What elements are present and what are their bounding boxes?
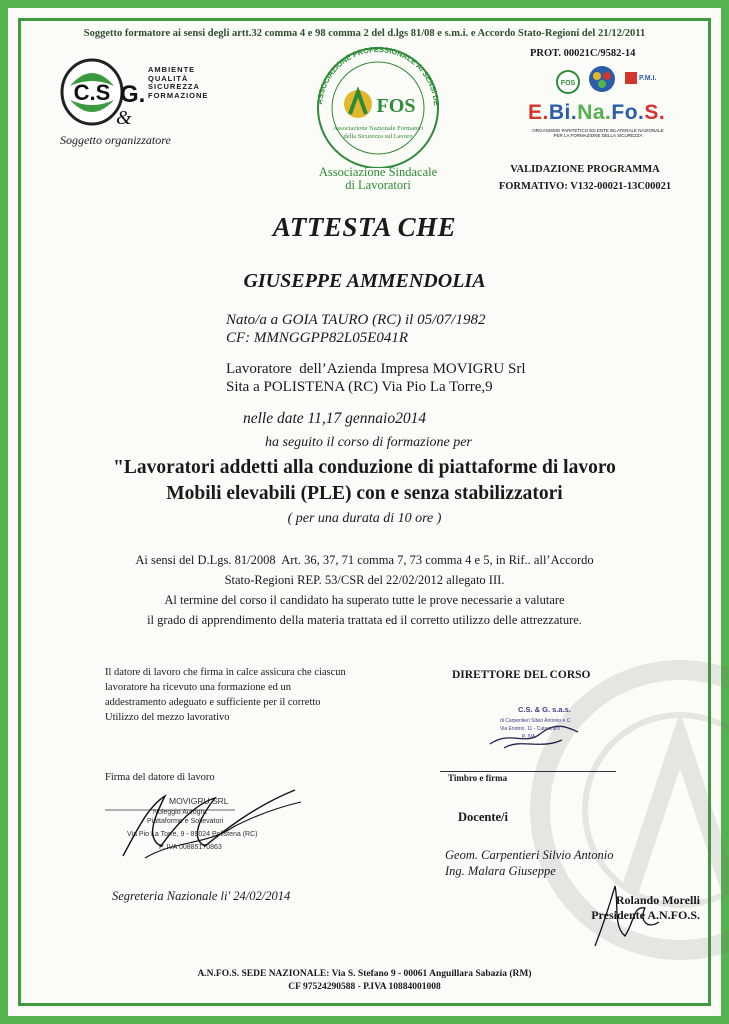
trainee-birth [226,311,485,347]
director-stamp [470,700,590,761]
validation-line-1: VALIDAZIONE PROGRAMMA [510,164,660,175]
svg-text:FOS: FOS [376,95,416,117]
svg-text:FOS: FOS [560,80,576,87]
ebinafos-title: E.Bi.Na.Fo.S. [528,101,666,124]
svg-text:P. IVA 00885170863: P. IVA 00885170863 [159,844,222,851]
teacher-2: Ing. Malara Giuseppe [445,864,556,878]
csg-tagline-2: QUALITÀ [148,73,189,83]
stamp-sign-caption: Timbro e firma [448,773,508,783]
svg-text:P.M.I.: P.M.I. [639,75,657,82]
birth-line: Nato/a a GOIA TAURO (RC) il 05/07/1982 [226,312,486,328]
legal-basis [0,550,729,630]
course-title-line-1: "Lavoratori addetti alla conduzione di piattaforme di lavoro [113,457,616,478]
svg-text:Noleggio Autogru: Noleggio Autogru [153,809,207,816]
validation-line-2: FORMATIVO: V132-00021-13C00021 [498,181,672,192]
anfos-caption-line-2: di Lavoratori [345,178,411,192]
ebinafos-logos [530,62,670,105]
svg-text:G.: G. [120,81,146,108]
legal-line-1: Ai sensi del D.Lgs. 81/2008 Art. 36, 37, 71 comma 7, 73 comma 4 e 5, in Rif.. all’Accordo [135,553,594,567]
svg-text:Associazione Nazionale Formato: Associazione Nazionale Formatori [332,125,424,132]
csg-tagline-4: FORMAZIONE [148,90,209,100]
footer-address [0,968,729,994]
anfos-caption-line-1: Associazione Sindacale [318,165,438,179]
anfos-logo [300,38,456,173]
legal-line-3: Al termine del corso il candidato ha superato tutte le prove necessarie a valutare [164,593,565,607]
anfos-caption [300,166,456,192]
teachers-label: Docente/i [458,810,508,824]
anfos-seal-icon [300,38,456,168]
employer-line: Lavoratore dell’Azienda Impresa MOVIGRU Srl [226,361,526,377]
protocol-number: PROT. 00021C/9582-14 [530,48,636,59]
svg-text:della Sicurezza sul Lavoro: della Sicurezza sul Lavoro [343,133,413,140]
svg-text:C.S: C.S [73,80,111,105]
course-duration: ( per una durata di 10 ore ) [287,511,442,526]
course-dates: nelle date 11,17 gennaio2014 [243,410,427,427]
director-signature-line [440,771,616,772]
legal-line-2: Stato-Regioni REP. 53/CSR del 22/02/2012 allegato III. [224,573,505,587]
svg-text:Via Pio La Torre, 9 - 89024 Po: Via Pio La Torre, 9 - 89024 Polistena (RC) [127,831,258,838]
svg-text:C.S. & G. s.a.s.: C.S. & G. s.a.s. [518,705,571,714]
employer-statement: Il datore di lavoro che firma in calce assicura che ciascun lavoratore ha ricevuto una formazione ed un addestramento adeguato e sufficiente per il corretto Utilizzo del mezzo lavorativo [105,667,346,723]
legal-header: Soggetto formatore ai sensi degli artt.32 comma 4 e 98 comma 2 del d.lgs 81/08 e s.m.i. e Accordo Stato-Regioni del 21/12/2011 [83,28,646,39]
teacher-1: Geom. Carpentieri Silvio Antonio [445,848,614,862]
svg-text:P. IVA: P. IVA [522,734,536,740]
fiscal-code: CF: MMNGGPP82L05E041R [226,330,409,346]
svg-text:Piattaforme e Sollevatori: Piattaforme e Sollevatori [147,818,224,825]
csg-tagline-1: AMBIENTE [148,65,196,74]
ebinafos-partner-icons [530,62,670,100]
employer-signature-label: Firma del datore di lavoro [105,772,215,783]
csg-logo [60,56,209,137]
ebinafos-subtitle: ORGANISMO PARITETICO ED ENTE BILATERALE NAZIONALE PER LA FORMAZIONE DELLA SICUREZZA [532,128,664,138]
legal-line-4: il grado di apprendimento della materia trattata ed il corretto utilizzo delle attrezzature. [147,613,582,627]
svg-text:&: & [116,107,132,129]
place-and-date: Segreteria Nazionale li' 24/02/2014 [112,889,291,903]
employer-stamp [105,786,305,871]
organizer-caption: Soggetto organizzatore [60,133,171,147]
certificate-title: ATTESTA CHE [272,212,457,242]
svg-text:ASSOCIAZIONE PROFESSIONALE AI: ASSOCIAZIONE PROFESSIONALE AI SENSI DE [315,44,442,107]
president-name: Rolando Morelli [615,893,700,907]
svg-text:MOVIGRU SRL: MOVIGRU SRL [169,796,229,806]
trainee-name: GIUSEPPE AMMENDOLIA [243,270,486,292]
teachers-list [445,847,614,879]
trainee-employer [226,360,526,396]
svg-text:di Carpentieri Silvio Antonio: di Carpentieri Silvio Antonio e C. [500,718,572,724]
footer-line-2: CF 97524290588 - P.IVA 10884001008 [288,982,441,992]
footer-line-1: A.N.FO.S. SEDE NAZIONALE: Via S. Stefano 9 - 00061 Anguillara Sabazia (RM) [197,969,532,979]
course-title-line-2: Mobili elevabili (PLE) con e senza stabilizzatori [166,483,563,504]
csg-tagline-3: SICUREZZA [148,82,200,91]
program-validation [490,161,680,195]
course-director-label: DIRETTORE DEL CORSO [452,669,591,681]
president-title: Presidente A.N.FO.S. [591,908,700,922]
course-intro: ha seguito il corso di formazione per [265,435,472,450]
course-title [0,455,729,507]
president [520,893,700,923]
svg-text:Via Enotrio, 11 - Catanzaro: Via Enotrio, 11 - Catanzaro [500,726,560,732]
employer-location: Sita a POLISTENA (RC) Via Pio La Torre,9 [226,379,493,395]
